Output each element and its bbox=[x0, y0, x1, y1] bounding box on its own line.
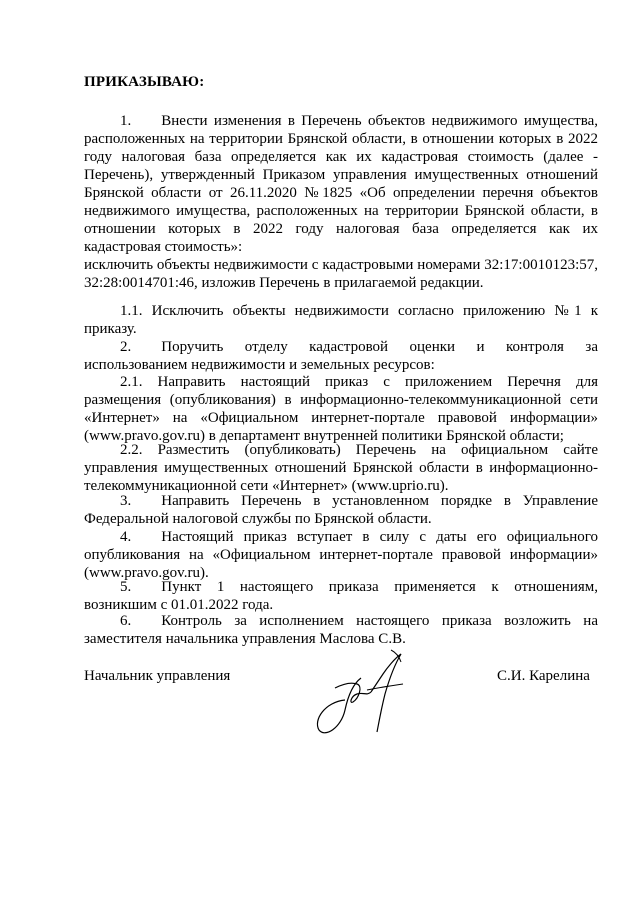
paragraph-6: 6. Контроль за исполнением настоящего приказа возложить на заместителя начальника управления Маслова С.В. bbox=[84, 613, 598, 647]
signatory-position: Начальник управления bbox=[84, 668, 231, 684]
paragraph-4: 4. Настоящий приказ вступает в силу с даты его официального опубликования на «Официальном интернет-портале правовой информации» (www.pravo.gov.ru). bbox=[84, 529, 598, 581]
signatory-name: С.И. Карелина bbox=[497, 668, 590, 684]
paragraph-2-1: 2.1. Направить настоящий приказ с приложением Перечня для размещения (опубликования) в информационно-телекоммуникационной сети «Интернет» на «Официальном интернет-портале правовой информации» (www.pravo.gov.ru) в департамент внутренней политики Брянской области; bbox=[84, 374, 598, 444]
paragraph-2-2: 2.2. Разместить (опубликовать) Перечень на официальном сайте управления имущественных отношений Брянской области в информационно-телекоммуникационной сети «Интернет» (www.uprio.ru). bbox=[84, 442, 598, 494]
handwritten-signature bbox=[305, 640, 415, 740]
paragraph-1: 1. Внести изменения в Перечень объектов недвижимого имущества, расположенных на территории Брянской области, в отношении которых в 2022 году налоговая база определяется как их кадастровая стоимость (далее - Перечень), утвержденный Приказом управления имущественных отношений Брянской области от 26.11.2020 №1825 «Об определении перечня объектов недвижимого имущества, расположенных на территории Брянской области, в отношении которых в 2022 году налоговая база определяется как их кадастровая стоимость»: bbox=[84, 113, 598, 255]
paragraph-1-1: 1.1. Исключить объекты недвижимости согласно приложению №1 к приказу. bbox=[84, 303, 598, 337]
paragraph-exclude-objects: исключить объекты недвижимости с кадастровыми номерами 32:17:0010123:57, 32:28:0014701:46, изложив Перечень в прилагаемой редакции. bbox=[84, 257, 598, 291]
paragraph-2: 2. Поручить отделу кадастровой оценки и контроля за использованием недвижимости и земельных ресурсов: bbox=[84, 339, 598, 373]
paragraph-3: 3. Направить Перечень в установленном порядке в Управление Федеральной налоговой службы по Брянской области. bbox=[84, 493, 598, 527]
order-heading: ПРИКАЗЫВАЮ: bbox=[84, 74, 205, 90]
paragraph-5: 5. Пункт 1 настоящего приказа применяется к отношениям, возникшим с 01.01.2022 года. bbox=[84, 579, 598, 613]
